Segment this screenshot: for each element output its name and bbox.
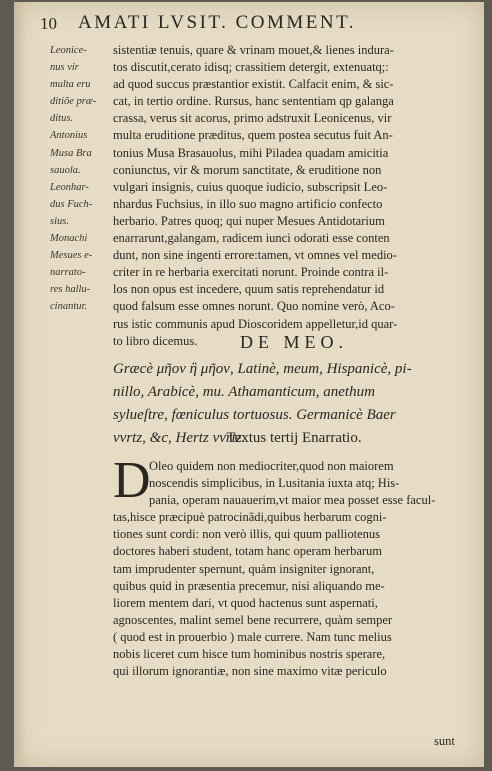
marginal-note-line: res hallu- (50, 284, 91, 296)
names-line: vvrtz, &c, Hertz vvrtz. (113, 430, 246, 446)
marginal-note-line: ditus. (50, 113, 74, 125)
text-line: cat, in tertio ordine. Rursus, hanc sententiam qp galanga (113, 94, 394, 109)
drop-cap: D (113, 452, 151, 509)
marginal-notes (50, 42, 100, 316)
text-line: tos discutit,cerato idisq; crassitiem detergit, extenuatq;: (113, 60, 389, 75)
commentary-line: tas,hisce præcipuè patrocinãdi,quibus herbarum cogni- (113, 510, 387, 525)
marginal-note-line: Leonhar- (50, 181, 89, 193)
text-line: vulgari insignis, cuius quoque iudicio, subscripsit Leo- (113, 179, 388, 194)
text-line: dunt, non sine ingenti errore:tamen, vt omnes vel medio- (113, 248, 397, 263)
page-gutter-shadow (14, 2, 26, 767)
marginal-note-line: Monachi (50, 233, 88, 245)
text-line: criter in re herbaria exercitati norunt. Proinde contra il- (113, 265, 389, 280)
marginal-note-line: Musa Bra (50, 147, 92, 159)
page-number: 10 (40, 14, 57, 33)
commentary-line: liorem mentem dari, vt quod hactenus sunt aspernati, (113, 595, 378, 610)
text-line: to libro dicemus. (113, 333, 198, 348)
commentary-line: agnoscentes, malint semel bene recurrere, quàm semper (113, 612, 393, 627)
marginal-note-line: narrato- (50, 267, 86, 279)
book-page (14, 2, 484, 767)
marginal-note-line: multa eru (50, 79, 91, 91)
text-line: crassa, verus sit acorus, primo adstruxit Leonicenus, vir (113, 111, 392, 126)
marginal-note-line: sius. (50, 215, 69, 227)
text-line: sistentiæ tenuis, quare & vrinam mouet,& lienes indura- (113, 43, 394, 57)
names-line: Græcè μῆον ἢ μῆον, Latinè, meum, Hispanicè, pi- (113, 361, 412, 377)
running-title: AMATI LVSIT. COMMENT. (78, 12, 357, 33)
commentary-line: tam imprudenter spernunt, quàm insigniter ignorant, (113, 561, 375, 576)
commentary-subheading: Textus tertij Enarratio. (226, 430, 362, 446)
text-line: coniunctus, vir & morum sanctitate, & eruditione non (113, 162, 382, 177)
marginal-note-line: Antonius (50, 130, 88, 142)
marginal-note-line: cinantur. (50, 301, 88, 313)
text-line: quod falsum esse omnes norunt. Quo nomine verò, Aco- (113, 299, 395, 314)
text-line: los non opus est incedere, quum satis reprehendatur id (113, 282, 385, 297)
section-heading: DE MEO. (240, 332, 348, 352)
text-line: ad quod succus præstantior existit. Calfacit enim, & sic- (113, 77, 394, 92)
commentary-line: noscendis simplicibus, in Lusitania iuxta atq; His- (149, 476, 400, 491)
text-line: nhardus Fuchsius, in illo suo magno artificio confecto (113, 196, 383, 211)
text-line: herbario. Patres quoq; qui nuper Mesues Antidotarium (113, 213, 385, 228)
commentary-text (113, 452, 475, 680)
commentary-line: qui illorum ignorantiæ, non sine maximo vitæ periculo (113, 664, 387, 679)
marginal-note-line: dus Fuch- (50, 198, 93, 210)
marginal-note-line: Mesues e- (50, 250, 93, 262)
commentary-line: pania, operam nauauerim,vt maior mea posset esse facul- (149, 493, 436, 508)
marginal-note-line: ditiõe præ- (50, 96, 97, 108)
commentary-line: ( quod est in prouerbio ) male currere. Nam tunc melius (113, 629, 392, 644)
text-line: enarrarunt,galangam, radicem iunci odorati esse conten (113, 231, 390, 246)
commentary-line: tiones sunt cordi: non verò illis, qui quum palliotenus (113, 527, 380, 542)
commentary-line: quibus quid in præsentia precemur, nisi aliquando me- (113, 578, 385, 593)
marginal-note-line: Leonice- (50, 45, 87, 56)
marginal-note-line: nus vir (50, 62, 79, 74)
commentary-line: nobis liceret cum hisce tum hominibus nostris sperare, (113, 647, 386, 662)
commentary-line: Oleo quidem non mediocriter,quod non maiorem (149, 459, 394, 473)
running-head (40, 12, 480, 34)
catchword: sunt (434, 734, 455, 748)
body-text (113, 42, 475, 350)
commentary-line: doctores haberi student, totam hanc operam herbarum (113, 544, 383, 559)
marginal-note-line: sauola. (50, 164, 81, 176)
names-line: nillo, Arabicè, mu. Athamanticum, anethum (113, 384, 375, 400)
names-line: sylueſtre, fœniculus tortuosus. Germanicè Baer (113, 407, 396, 423)
text-line: multa eruditione præditus, quem postea secutus fuit An- (113, 128, 393, 143)
text-line: tonius Musa Brasauolus, mihi Piladea quadam amicitia (113, 145, 389, 160)
text-line: rus istic communis apud Dioscoridem appelletur,id quar- (113, 316, 398, 331)
